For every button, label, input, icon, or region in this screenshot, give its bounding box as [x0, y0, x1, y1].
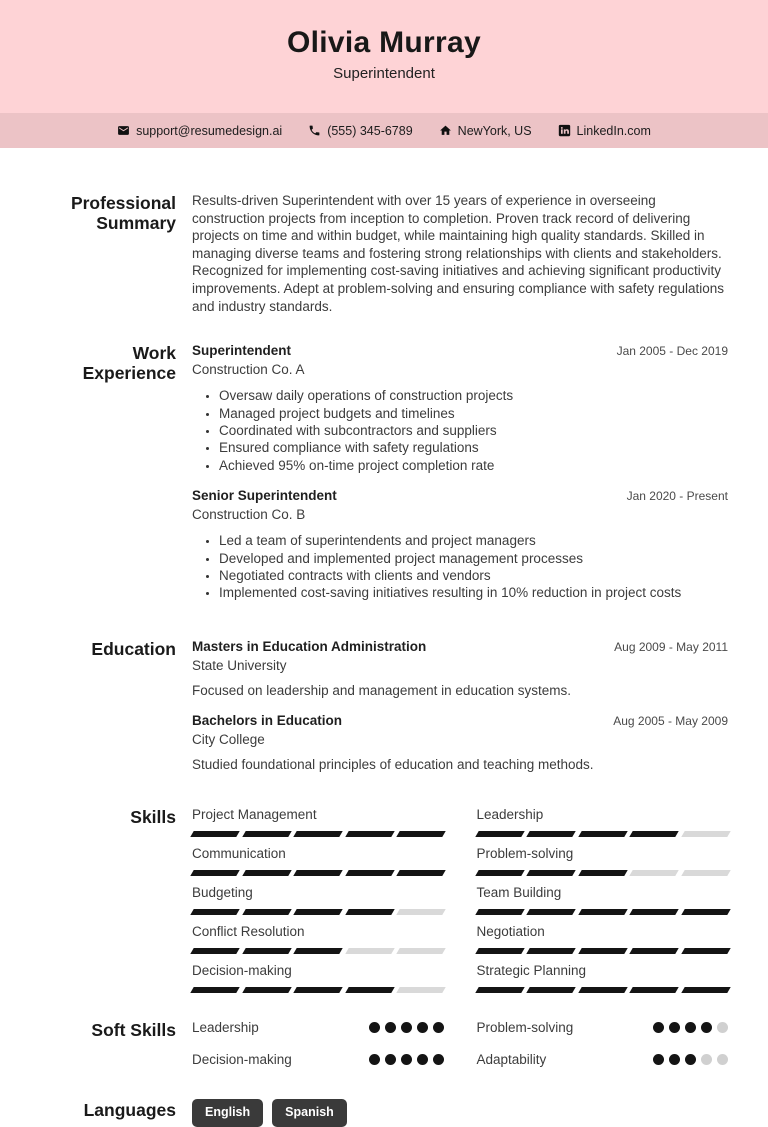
education-heading: Education — [91, 638, 176, 659]
soft-skill-dots — [653, 1054, 728, 1065]
school-name: City College — [192, 731, 265, 747]
skill-bar-segment — [681, 831, 730, 837]
contact-phone-text: (555) 345-6789 — [327, 123, 413, 138]
job-dates: Jan 2020 - Present — [626, 489, 728, 504]
soft-skill-dot — [701, 1022, 712, 1033]
contact-bar — [0, 113, 768, 148]
job-bullet: • Coordinated with subcontractors and suppliers — [219, 422, 728, 439]
soft-skill-name: Leadership — [192, 1019, 259, 1035]
soft-skill-dot — [385, 1054, 396, 1065]
soft-skill-dot — [369, 1054, 380, 1065]
skill-bar-segment — [190, 870, 239, 876]
education-header — [192, 638, 728, 674]
email-icon — [117, 124, 130, 137]
skill-bar-segment — [629, 987, 678, 993]
jobs-list — [192, 342, 728, 602]
skill-bar-segment — [345, 909, 394, 915]
skill-level-bar — [477, 909, 729, 915]
job-bullet: • Developed and implemented project management processes — [219, 550, 728, 567]
skill-bar-segment — [293, 948, 342, 954]
education-titles — [192, 712, 342, 748]
skill-bar-segment — [242, 831, 291, 837]
skill-bar-segment — [345, 987, 394, 993]
skill-level-bar — [477, 987, 729, 993]
soft-skill-name: Adaptability — [476, 1051, 547, 1067]
skill-name: Communication — [192, 845, 286, 861]
job-dates: Jan 2005 - Dec 2019 — [616, 344, 728, 359]
skill-bar-segment — [681, 987, 730, 993]
degree-title: Masters in Education Administration — [192, 638, 427, 654]
skill-item — [477, 923, 729, 954]
skill-bar-segment — [293, 831, 342, 837]
skill-level-bar — [192, 909, 444, 915]
school-name: State University — [192, 657, 287, 673]
skill-name: Decision-making — [192, 962, 292, 978]
soft-skills-heading: Soft Skills — [91, 1019, 176, 1040]
job-company: Construction Co. B — [192, 507, 306, 523]
skill-item — [477, 806, 729, 837]
section-education — [0, 638, 728, 773]
skill-item — [477, 884, 729, 915]
skill-bar-segment — [242, 987, 291, 993]
skill-item — [477, 845, 729, 876]
education-item — [192, 638, 728, 699]
soft-skill-name: Problem-solving — [476, 1019, 574, 1035]
job-header — [192, 342, 728, 378]
skill-bar-segment — [681, 870, 730, 876]
skill-bar-segment — [242, 870, 291, 876]
person-job-title: Superintendent — [333, 65, 435, 82]
soft-skill-dot — [717, 1054, 728, 1065]
skill-bar-segment — [681, 948, 730, 954]
education-dates: Aug 2005 - May 2009 — [613, 713, 728, 728]
resume-body — [0, 148, 768, 1127]
skill-bar-segment — [475, 870, 524, 876]
soft-skill-dot — [701, 1054, 712, 1065]
job-title: Senior Superintendent — [192, 488, 337, 504]
skill-item — [192, 923, 444, 954]
soft-skill-dot — [433, 1022, 444, 1033]
job-header — [192, 487, 728, 523]
skill-bar-segment — [526, 909, 575, 915]
section-work-experience — [0, 342, 728, 602]
job-item — [192, 342, 728, 474]
skill-bar-segment — [190, 831, 239, 837]
experience-heading: Work Experience — [82, 343, 176, 384]
skill-level-bar — [192, 987, 444, 993]
person-name: Olivia Murray — [287, 26, 481, 59]
skill-bar-segment — [578, 870, 627, 876]
skill-bar-segment — [475, 909, 524, 915]
skill-name: Leadership — [476, 806, 544, 822]
soft-skill-dot — [433, 1054, 444, 1065]
soft-skill-dot — [685, 1022, 696, 1033]
section-languages — [0, 1099, 728, 1127]
skill-bar-segment — [396, 987, 445, 993]
soft-skill-dot — [717, 1022, 728, 1033]
home-icon — [439, 124, 452, 137]
skill-level-bar — [477, 870, 729, 876]
skill-bar-segment — [578, 831, 627, 837]
skills-grid — [192, 806, 728, 993]
education-dates: Aug 2009 - May 2011 — [614, 639, 728, 654]
language-pill: English — [192, 1099, 263, 1127]
job-bullet: • Ensured compliance with safety regulations — [219, 439, 728, 456]
skill-bar-segment — [578, 987, 627, 993]
skill-bar-segment — [526, 948, 575, 954]
skill-bar-segment — [345, 870, 394, 876]
soft-skill-dot — [653, 1022, 664, 1033]
soft-skill-item — [192, 1051, 444, 1068]
linkedin-icon — [558, 124, 571, 137]
contact-linkedin-text: LinkedIn.com — [576, 123, 651, 138]
contact-email-text: support@resumedesign.ai — [136, 123, 283, 138]
job-bullets — [192, 387, 728, 474]
skill-bar-segment — [190, 987, 239, 993]
soft-skill-dots — [653, 1022, 728, 1033]
skill-level-bar — [477, 831, 729, 837]
skill-bar-segment — [345, 831, 394, 837]
soft-skill-dots — [369, 1054, 444, 1065]
soft-skill-dot — [669, 1022, 680, 1033]
soft-skill-dot — [417, 1022, 428, 1033]
skill-bar-segment — [475, 831, 524, 837]
education-description: Studied foundational principles of education and teaching methods. — [192, 756, 594, 772]
contact-linkedin[interactable] — [558, 124, 651, 138]
skill-bar-segment — [190, 948, 239, 954]
language-pill: Spanish — [272, 1099, 347, 1127]
education-item — [192, 712, 728, 773]
skill-bar-segment — [526, 870, 575, 876]
soft-skill-item — [477, 1051, 729, 1068]
skill-item — [192, 962, 444, 993]
skill-name: Budgeting — [192, 884, 253, 900]
skill-name: Problem-solving — [476, 845, 574, 861]
job-titles — [192, 487, 337, 523]
skill-bar-segment — [242, 948, 291, 954]
job-bullet: • Led a team of superintendents and project managers — [219, 532, 728, 549]
skill-bar-segment — [629, 870, 678, 876]
resume-header — [0, 0, 768, 113]
languages-heading: Languages — [83, 1099, 176, 1120]
skill-level-bar — [477, 948, 729, 954]
contact-location[interactable] — [439, 124, 532, 138]
skill-bar-segment — [242, 909, 291, 915]
job-bullet: • Implemented cost-saving initiatives resulting in 10% reduction in project costs — [219, 584, 728, 601]
soft-skill-dot — [401, 1054, 412, 1065]
job-bullet: • Oversaw daily operations of construction projects — [219, 387, 728, 404]
section-skills — [0, 806, 728, 993]
education-description: Focused on leadership and management in education systems. — [192, 682, 571, 698]
skill-level-bar — [192, 831, 444, 837]
summary-heading: Professional Summary — [70, 193, 176, 233]
phone-icon — [308, 124, 321, 137]
skill-bar-segment — [629, 948, 678, 954]
skill-bar-segment — [578, 948, 627, 954]
soft-skill-dots — [369, 1022, 444, 1033]
job-bullet: • Achieved 95% on-time project completion rate — [219, 457, 728, 474]
section-professional-summary — [0, 192, 728, 315]
contact-phone[interactable] — [308, 124, 412, 138]
skill-bar-segment — [526, 987, 575, 993]
job-bullet: • Negotiated contracts with clients and vendors — [219, 567, 728, 584]
job-title: Superintendent — [192, 343, 292, 359]
section-soft-skills — [0, 1019, 728, 1068]
skill-bar-segment — [293, 909, 342, 915]
soft-skill-dot — [417, 1054, 428, 1065]
job-titles — [192, 342, 305, 378]
skill-name: Project Management — [192, 806, 317, 822]
skill-bar-segment — [396, 909, 445, 915]
soft-skill-dot — [385, 1022, 396, 1033]
soft-skill-dot — [369, 1022, 380, 1033]
summary-text: Results-driven Superintendent with over 15 years of experience in overseeing construction projects from inception to completion. Proven track record of delivering projects on time and within budget, while maintaining high quality standards. Skilled in managing diverse teams and fostering strong relationships with clients and stakeholders. Recognized for implementing cost-saving initiatives and achieving significant productivity improvements. Adept at problem-solving and ensuring compliance with safety regulations and industry standards. — [192, 193, 725, 314]
soft-skill-name: Decision-making — [192, 1051, 292, 1067]
soft-skill-item — [192, 1019, 444, 1036]
skill-item — [477, 962, 729, 993]
skill-item — [192, 884, 444, 915]
skill-bar-segment — [190, 909, 239, 915]
skill-name: Conflict Resolution — [192, 923, 305, 939]
soft-skill-dot — [669, 1054, 680, 1065]
skills-heading: Skills — [130, 806, 176, 827]
contact-location-text: NewYork, US — [457, 123, 532, 138]
skill-name: Negotiation — [476, 923, 545, 939]
soft-skill-dot — [401, 1022, 412, 1033]
skill-bar-segment — [629, 909, 678, 915]
skill-bar-segment — [629, 831, 678, 837]
job-bullets — [192, 532, 728, 602]
skill-bar-segment — [475, 987, 524, 993]
soft-skills-grid — [192, 1019, 728, 1068]
job-company: Construction Co. A — [192, 362, 305, 378]
skill-bar-segment — [396, 870, 445, 876]
skill-bar-segment — [526, 831, 575, 837]
soft-skill-dot — [653, 1054, 664, 1065]
soft-skill-item — [477, 1019, 729, 1036]
degree-title: Bachelors in Education — [192, 712, 343, 728]
education-titles — [192, 638, 426, 674]
skill-bar-segment — [345, 948, 394, 954]
skill-bar-segment — [578, 909, 627, 915]
skill-bar-segment — [293, 987, 342, 993]
job-bullet: • Managed project budgets and timelines — [219, 405, 728, 422]
skill-level-bar — [192, 948, 444, 954]
education-header — [192, 712, 728, 748]
skill-bar-segment — [475, 948, 524, 954]
skill-item — [192, 845, 444, 876]
skill-name: Team Building — [476, 884, 562, 900]
education-list — [192, 638, 728, 773]
skill-bar-segment — [293, 870, 342, 876]
skill-bar-segment — [396, 948, 445, 954]
skill-name: Strategic Planning — [476, 962, 587, 978]
languages-list — [192, 1099, 728, 1127]
skill-level-bar — [192, 870, 444, 876]
soft-skill-dot — [685, 1054, 696, 1065]
job-item — [192, 487, 728, 602]
contact-email[interactable] — [117, 124, 282, 138]
skill-bar-segment — [396, 831, 445, 837]
skill-bar-segment — [681, 909, 730, 915]
skill-item — [192, 806, 444, 837]
